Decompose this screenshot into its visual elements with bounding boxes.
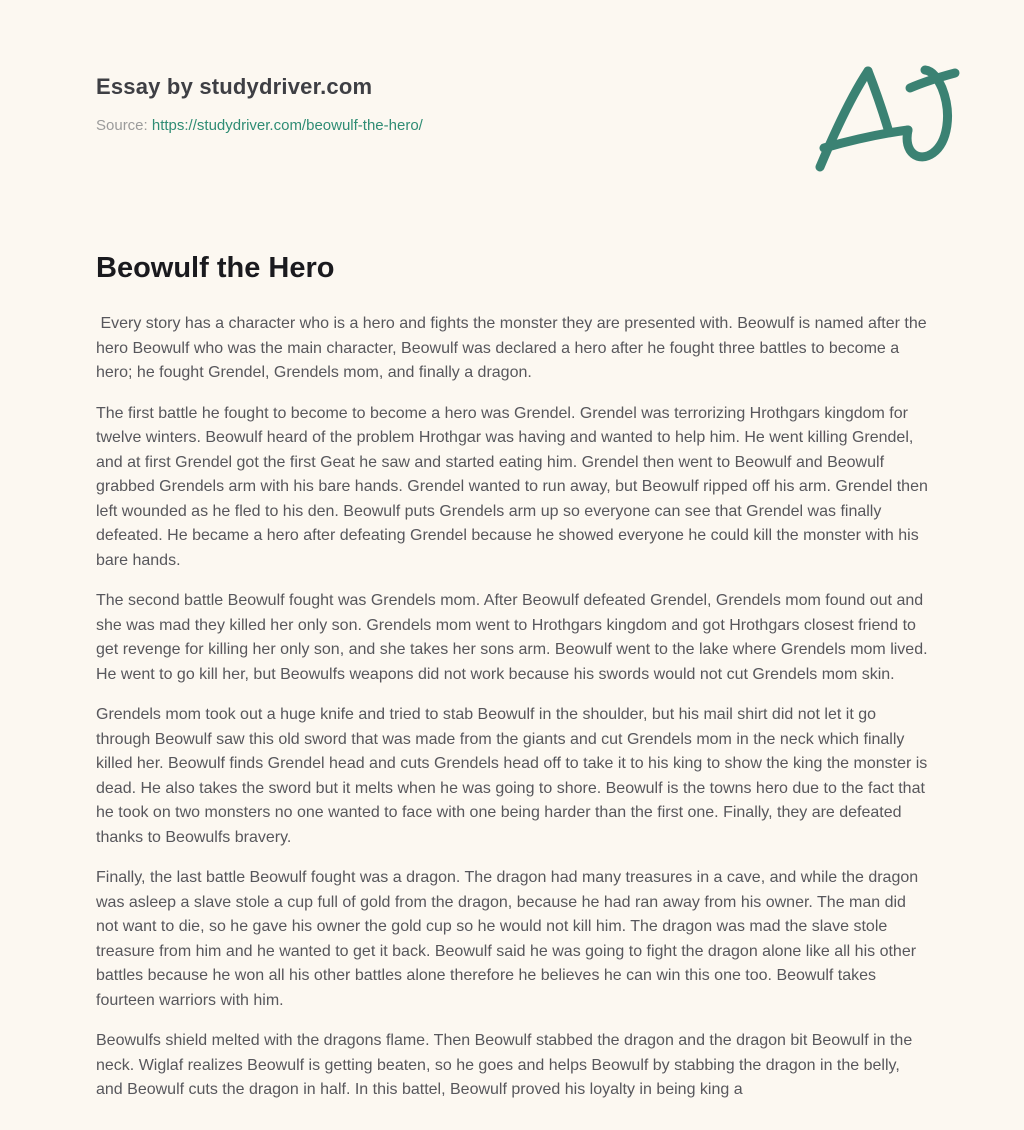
essay-by-heading: Essay by studydriver.com (96, 74, 373, 99)
source-link[interactable]: https://studydriver.com/beowulf-the-hero/ (151, 117, 423, 134)
essay-paragraph-5: Finally, the last battle Beowulf fought was a dragon. The dragon had many treasures in a cave, and while the dragon was asleep a slave stole a cup full of gold from the dragon, because he had ran away from his owner. The man did not want to die, so he gave his owner the gold cup so he would not kill him. The dragon was mad the slave stole treasure from him and he wanted to get it back. Beowulf said he was going to fight the dragon alone like all his other battles because he won all his other battles alone therefore he believes he can win this one too. Beowulf takes fourteen warriors with him. (96, 869, 923, 1009)
essay-paragraph-3: The second battle Beowulf fought was Grendels mom. After Beowulf defeated Grendel, Grendels mom found out and she was mad they killed her only son. Grendels mom went to Hrothgars kingdom and got Hrothgars closest friend to get revenge for killing her only son, and she takes her sons arm. Beowulf went to the lake where Grendels mom lived. He went to go kill her, but Beowulfs weapons did not work because his swords would not cut Grendels mom skin. (96, 592, 932, 683)
studydriver-a-plus-logo-icon (812, 56, 962, 176)
essay-paragraph-1: Every story has a character who is a hero and fights the monster they are presented with. Beowulf is named after the hero Beowulf who was the main character, Beowulf was declared a hero after he fought three battles to become a hero; he fought Grendel, Grendels mom, and finally a dragon. (96, 315, 932, 381)
source-label: Source: (96, 117, 148, 134)
essay-paragraph-4: Grendels mom took out a huge knife and tried to stab Beowulf in the shoulder, but his mail shirt did not let it go through Beowulf saw this old sword that was made from the giants and cut Grendels mom in the neck which finally killed her. Beowulf finds Grendel head and cuts Grendels head off to take it to his king to show the king the monster is dead. He also takes the sword but it melts when he was going to shore. Beowulf is the towns hero due to the fact that he took on two monsters no one wanted to face with one being harder than the first one. Finally, they are defeated thanks to Beowulfs bravery. (96, 706, 932, 846)
essay-title: Beowulf the Hero (96, 252, 335, 284)
source-line (96, 117, 928, 134)
document-header (96, 0, 928, 134)
essay-paragraph-2: The first battle he fought to become to become a hero was Grendel. Grendel was terrorizing Hrothgars kingdom for twelve winters. Beowulf heard of the problem Hrothgar was having and wanted to help him. He went killing Grendel, and at first Grendel got the first Geat he saw and started eating him. Grendel then went to Beowulf and Beowulf grabbed Grendels arm with his bare hands. Grendel wanted to run away, but Beowulf ripped off his arm. Grendel then left wounded as he fled to his den. Beowulf puts Grendels arm up so everyone can see that Grendel was finally defeated. He became a hero after defeating Grendel because he showed everyone he could kill the monster with his bare hands. (96, 404, 933, 569)
essay-paragraph-6: Beowulfs shield melted with the dragons flame. Then Beowulf stabbed the dragon and the dragon bit Beowulf in the neck. Wiglaf realizes Beowulf is getting beaten, so he goes and helps Beowulf by stabbing the dragon in the belly, and Beowulf cuts the dragon in half. In this battel, Beowulf proved his loyalty in being king a (96, 1032, 917, 1098)
essay-content (96, 252, 933, 1103)
